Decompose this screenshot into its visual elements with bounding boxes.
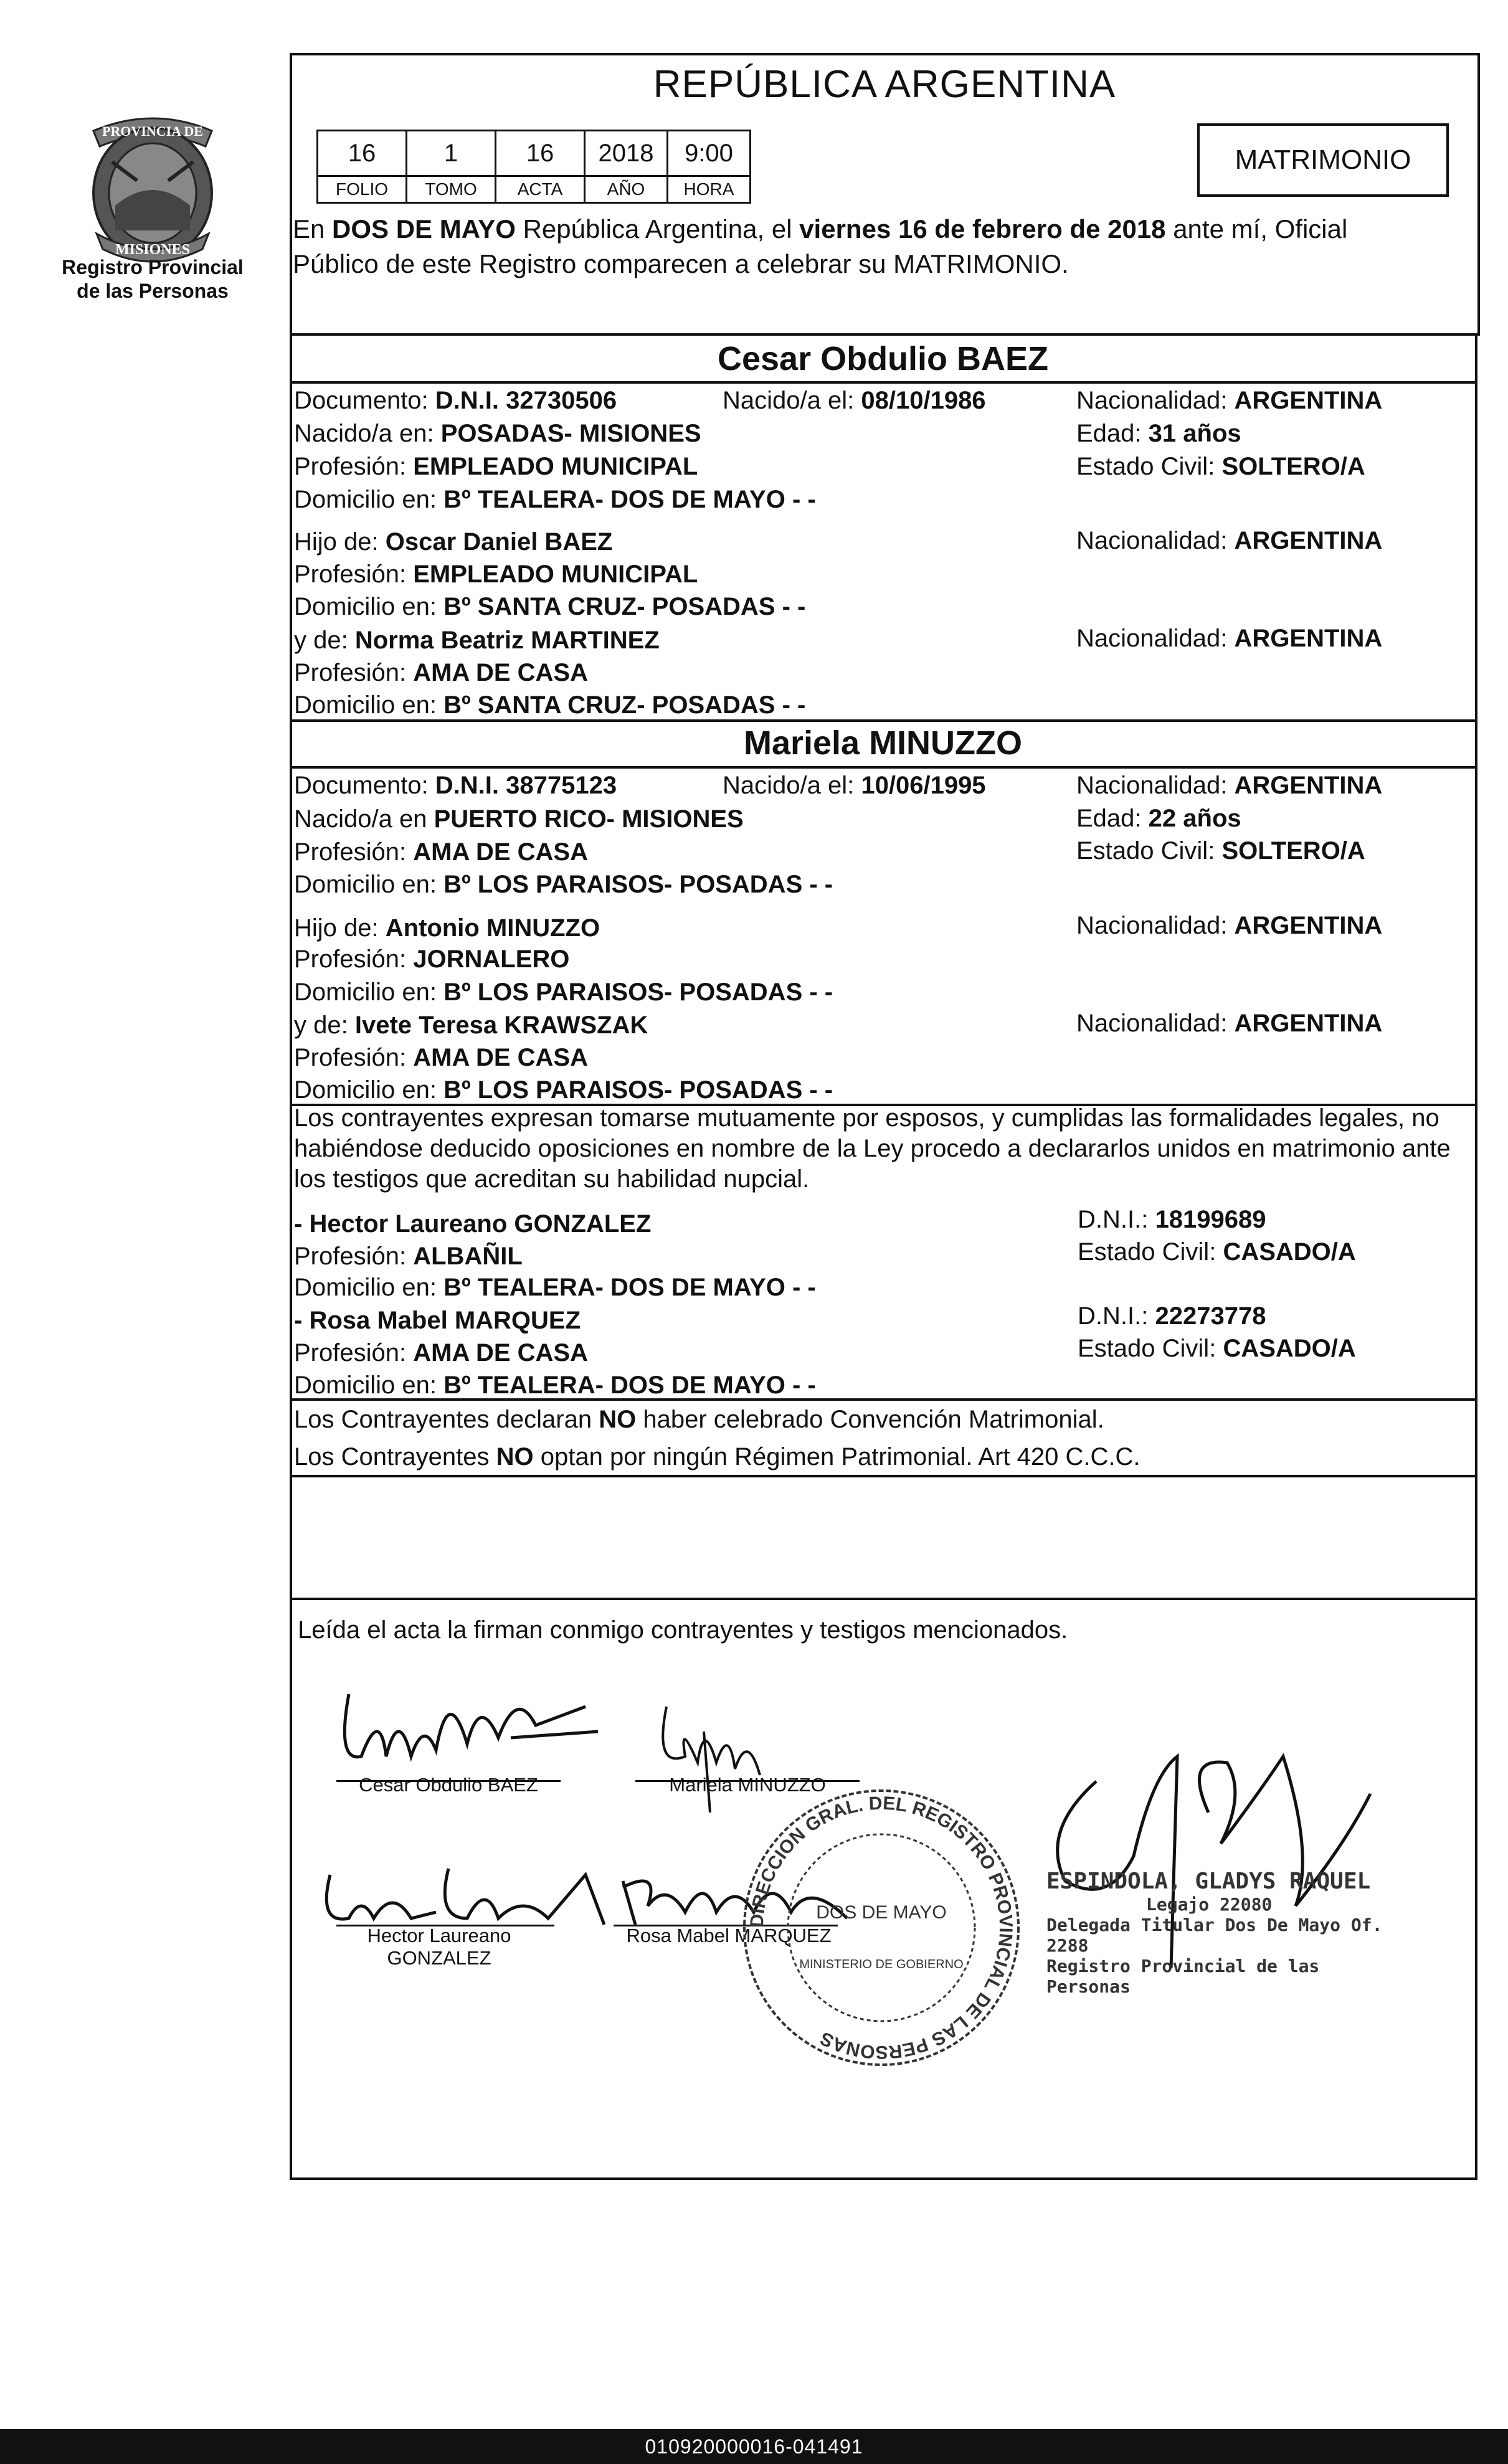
- spouse1-nacido-el: Nacido/a el: 08/10/1986: [723, 387, 986, 414]
- folio-label: FOLIO: [318, 176, 407, 203]
- spouse1-estado-civil: Estado Civil: SOLTERO/A: [1076, 453, 1365, 480]
- spouse2-madre-nacionalidad: Nacionalidad: ARGENTINA: [1076, 1010, 1383, 1037]
- spouse2-nacido-el: Nacido/a el: 10/06/1995: [723, 772, 986, 799]
- signature-name-4: Rosa Mabel MARQUEZ: [626, 1925, 832, 1946]
- spouse1-madre-domicilio: Domicilio en: Bº SANTA CRUZ- POSADAS - -: [294, 691, 806, 719]
- acta-value: 16: [496, 131, 585, 176]
- witness1-profesion: Profesión: ALBAÑIL: [294, 1243, 523, 1270]
- intro-place: DOS DE MAYO: [332, 214, 516, 244]
- declaration-line-2: habiéndose deducido oposiciones en nombre de la Ley procedo a declararlos unidos en matrimonio ante: [294, 1135, 1451, 1162]
- spouse1-domicilio: Domicilio en: Bº TEALERA- DOS DE MAYO - -: [294, 486, 816, 513]
- divider: [290, 719, 1477, 722]
- spouse1-nacionalidad: Nacionalidad: ARGENTINA: [1076, 387, 1383, 414]
- spouse1-padre-profesion: Profesión: EMPLEADO MUNICIPAL: [294, 561, 698, 588]
- declaration-line-1: Los contrayentes expresan tomarse mutuamente por esposos, y cumplidas las formalidades legales, no: [294, 1104, 1439, 1132]
- intro-date: viernes 16 de febrero de 2018: [799, 214, 1166, 244]
- folio-value: 16: [318, 131, 407, 176]
- witness2-domicilio: Domicilio en: Bº TEALERA- DOS DE MAYO - -: [294, 1372, 816, 1399]
- tomo-value: 1: [407, 131, 496, 176]
- witness1-domicilio: Domicilio en: Bº TEALERA- DOS DE MAYO - -: [294, 1274, 816, 1301]
- divider: [290, 766, 1477, 769]
- seal-ministry-text: MINISTERIO DE GOBIERNO: [799, 1958, 964, 1971]
- intro-line-1: En DOS DE MAYO República Argentina, el viernes 16 de febrero de 2018 ante mí, Oficial: [293, 214, 1348, 244]
- hora-label: HORA: [668, 176, 751, 203]
- crest-bottom-text: MISIONES: [115, 242, 191, 258]
- anio-label: AÑO: [585, 176, 668, 203]
- spouse1-madre: y de: Norma Beatriz MARTINEZ: [294, 627, 660, 654]
- registro-label: Registro Provincial de las Personas: [62, 256, 244, 302]
- spouse2-nacionalidad: Nacionalidad: ARGENTINA: [1076, 772, 1383, 799]
- seal-center-text: DOS DE MAYO: [816, 1902, 947, 1923]
- spouse2-padre-nacionalidad: Nacionalidad: ARGENTINA: [1076, 912, 1383, 939]
- regime-line-1: Los Contrayentes declaran NO haber celebrado Convención Matrimonial.: [294, 1406, 1104, 1433]
- frame-right-border: [1475, 333, 1477, 2180]
- spouse1-madre-profesion: Profesión: AMA DE CASA: [294, 659, 588, 686]
- spouse2-nacido-en: Nacido/a en PUERTO RICO- MISIONES: [294, 805, 744, 833]
- spouse2-edad: Edad: 22 años: [1076, 805, 1241, 832]
- spouse1-name: Cesar Obdulio BAEZ: [717, 340, 1049, 377]
- witness1-dni: D.N.I.: 18199689: [1078, 1206, 1266, 1233]
- tomo-label: TOMO: [407, 176, 496, 203]
- spouse2-padre: Hijo de: Antonio MINUZZO: [294, 914, 600, 942]
- spouse2-madre-profesion: Profesión: AMA DE CASA: [294, 1044, 588, 1071]
- divider: [290, 1475, 1477, 1477]
- spouse2-documento: Documento: D.N.I. 38775123: [294, 772, 617, 799]
- registry-seal-icon: [735, 1781, 1028, 2074]
- hora-value: 9:00: [668, 131, 751, 176]
- spouse1-nacido-en: Nacido/a en: POSADAS- MISIONES: [294, 420, 701, 447]
- provincial-crest-icon: [69, 87, 237, 274]
- page-title: REPÚBLICA ARGENTINA: [653, 63, 1116, 106]
- frame-bottom-border: [290, 2177, 1477, 2180]
- spouse2-profesion: Profesión: AMA DE CASA: [294, 838, 588, 866]
- official-stamp: ESPINDOLA, GLADYS RAQUEL Legajo 22080 Delegada Titular Dos De Mayo Of. 2288 Registro Provincial de las Personas: [1046, 1869, 1383, 1997]
- acta-label: ACTA: [496, 176, 585, 203]
- divider: [290, 1398, 1477, 1401]
- divider: [290, 333, 1477, 336]
- spouse2-madre-domicilio: Domicilio en: Bº LOS PARAISOS- POSADAS - -: [294, 1076, 833, 1104]
- spouse2-name: Mariela MINUZZO: [743, 724, 1023, 762]
- document-type-box: MATRIMONIO: [1197, 123, 1449, 197]
- spouse1-documento: Documento: D.N.I. 32730506: [294, 387, 617, 414]
- frame-left-border: [290, 333, 292, 2180]
- witness2-name: - Rosa Mabel MARQUEZ: [294, 1307, 581, 1334]
- closing-text: Leída el acta la firman conmigo contrayentes y testigos mencionados.: [298, 1616, 1068, 1644]
- intro-line-2: Público de este Registro comparecen a celebrar su MATRIMONIO.: [293, 249, 1069, 278]
- anio-value: 2018: [585, 131, 668, 176]
- seal-ring-text: DIRECCION GRAL. DEL REGISTRO PROVINCIAL DE LAS PERSONAS: [746, 1793, 1017, 2063]
- signature-name-3: Hector Laureano GONZALEZ: [367, 1925, 511, 1969]
- witness2-dni: D.N.I.: 22273778: [1078, 1302, 1266, 1330]
- spouse1-profesion: Profesión: EMPLEADO MUNICIPAL: [294, 453, 698, 480]
- witness1-estado-civil: Estado Civil: CASADO/A: [1078, 1238, 1356, 1266]
- spouse2-madre: y de: Ivete Teresa KRAWSZAK: [294, 1012, 648, 1039]
- witness2-estado-civil: Estado Civil: CASADO/A: [1078, 1335, 1356, 1362]
- spouse1-edad: Edad: 31 años: [1076, 420, 1241, 447]
- divider: [290, 1598, 1477, 1600]
- spouse2-padre-profesion: Profesión: JORNALERO: [294, 945, 570, 973]
- declaration-line-3: los testigos que acreditan su habilidad nupcial.: [294, 1165, 810, 1193]
- spouse2-domicilio: Domicilio en: Bº LOS PARAISOS- POSADAS - -: [294, 871, 833, 898]
- regime-line-2: Los Contrayentes NO optan por ningún Régimen Patrimonial. Art 420 C.C.C.: [294, 1443, 1140, 1471]
- footer-barcode-text: 010920000016-041491: [0, 2429, 1508, 2464]
- divider: [290, 381, 1477, 384]
- spouse1-madre-nacionalidad: Nacionalidad: ARGENTINA: [1076, 625, 1383, 652]
- reference-table: [316, 130, 751, 204]
- crest-banner-text: PROVINCIA DE: [102, 123, 203, 139]
- spouse1-padre-domicilio: Domicilio en: Bº SANTA CRUZ- POSADAS - -: [294, 593, 806, 620]
- signature-name-1: Cesar Obdulio BAEZ: [359, 1774, 538, 1796]
- spouse2-padre-domicilio: Domicilio en: Bº LOS PARAISOS- POSADAS - -: [294, 978, 833, 1006]
- spouse1-padre-nacionalidad: Nacionalidad: ARGENTINA: [1076, 527, 1383, 554]
- signature-name-2: Mariela MINUZZO: [669, 1774, 826, 1796]
- spouse1-padre: Hijo de: Oscar Daniel BAEZ: [294, 528, 613, 556]
- spouse2-estado-civil: Estado Civil: SOLTERO/A: [1076, 837, 1365, 865]
- witness1-name: - Hector Laureano GONZALEZ: [294, 1210, 652, 1238]
- witness2-profesion: Profesión: AMA DE CASA: [294, 1339, 588, 1367]
